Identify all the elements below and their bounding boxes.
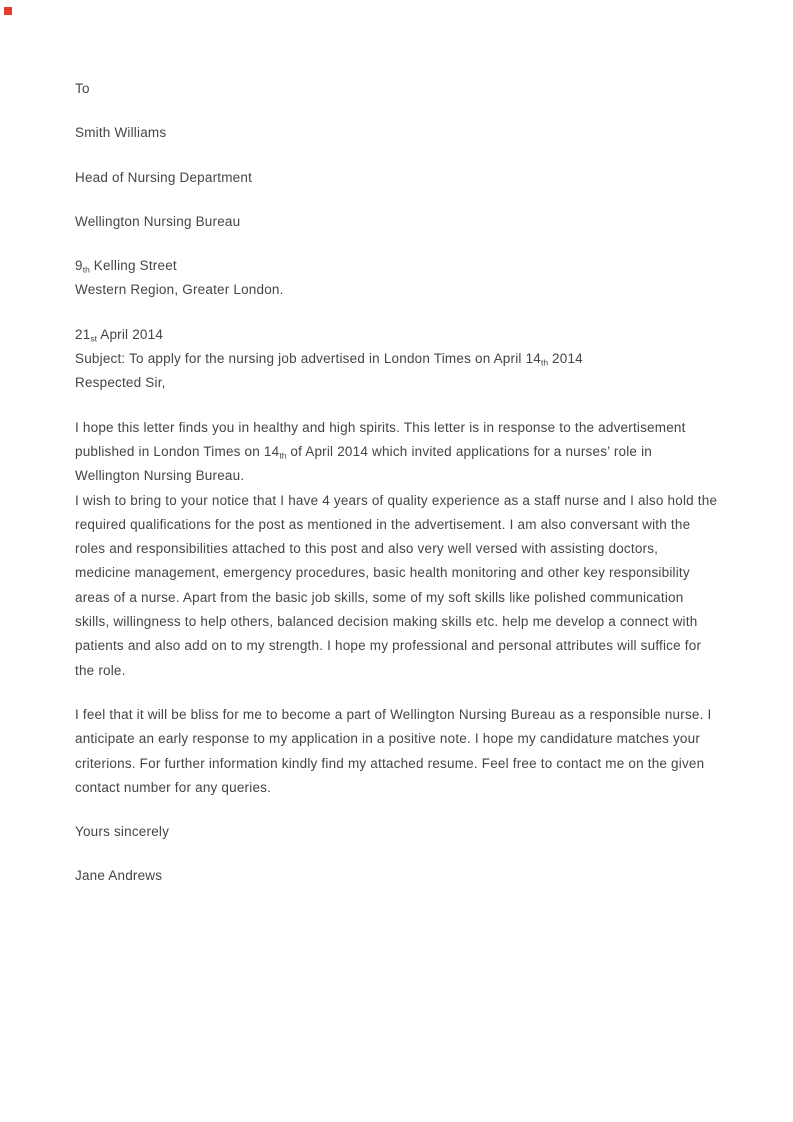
- address-region-line: Western Region, Greater London.: [75, 282, 284, 298]
- para2-line4: medicine management, emergency procedures, basic health monitoring and other key responsibility: [75, 565, 690, 581]
- body-paragraph-1: [75, 416, 733, 489]
- para2-line3: roles and responsibilities attached to this post and also very well versed with assisting doctors,: [75, 541, 659, 557]
- subject-line: [75, 347, 733, 371]
- para2-line2: required qualifications for the post as mentioned in the advertisement. I am also conversant with the: [75, 516, 691, 532]
- para2-line5: areas of a nurse. Apart from the basic job skills, some of my soft skills like polished communication: [75, 589, 684, 605]
- recipient-to-label: To: [75, 81, 90, 96]
- body-paragraph-3: [75, 703, 733, 800]
- date-rest: April 2014: [97, 326, 164, 342]
- subject-before: Subject: To apply for the nursing job advertised in London Times on April 14: [75, 351, 541, 367]
- date-line: [75, 323, 733, 347]
- recipient-organization: [75, 210, 733, 234]
- para2-line8: the role.: [75, 662, 126, 678]
- red-corner-mark: [4, 7, 12, 15]
- street-ordinal: th: [82, 264, 90, 275]
- recipient-organization-text: Wellington Nursing Bureau: [75, 213, 241, 229]
- closing-text: Yours sincerely: [75, 824, 170, 840]
- recipient-name-text: Smith Williams: [75, 125, 167, 141]
- signature-name: Jane Andrews: [75, 868, 163, 884]
- closing: [75, 820, 733, 844]
- para1-line2-after: of April 2014 which invited applications for a nurses’ role in: [286, 443, 652, 459]
- street-number: 9: [75, 258, 83, 274]
- date-day: 21: [75, 326, 91, 342]
- para1-line3: Wellington Nursing Bureau.: [75, 468, 245, 484]
- signature: [75, 864, 733, 888]
- body-paragraph-2: [75, 489, 733, 683]
- date-subject-greeting: [75, 323, 733, 396]
- recipient-name: [75, 121, 733, 145]
- para2-line6: skills, willingness to help others, balanced decision making skills etc. help me develop a connect with: [75, 614, 698, 630]
- recipient-to: [75, 77, 733, 101]
- para1-line2-before: published in London Times on 14: [75, 443, 280, 459]
- address-street-line: [75, 254, 733, 278]
- recipient-address: [75, 254, 733, 303]
- recipient-title-text: Head of Nursing Department: [75, 169, 253, 185]
- para2-line1: I wish to bring to your notice that I have 4 years of quality experience as a staff nurse and I also hold the: [75, 492, 718, 508]
- para2-line7: patients and also add on to my strength. I hope my professional and personal attributes will suffice for: [75, 638, 702, 654]
- subject-after: 2014: [548, 351, 583, 367]
- recipient-title: [75, 166, 733, 190]
- para3-line2: anticipate an early response to my application in a positive note. I hope my candidature matches your: [75, 731, 701, 747]
- date-ordinal: st: [90, 333, 98, 344]
- para3-line4: contact number for any queries.: [75, 779, 272, 795]
- subject-ordinal: th: [540, 357, 549, 368]
- para1-line2: [75, 440, 733, 464]
- greeting-line: Respected Sir,: [75, 375, 166, 391]
- para1-line2-ordinal: th: [279, 450, 287, 461]
- para3-line1: I feel that it will be bliss for me to become a part of Wellington Nursing Bureau as a responsible nurse. I: [75, 706, 712, 722]
- street-name: Kelling Street: [89, 258, 177, 274]
- para1-line1: I hope this letter finds you in healthy and high spirits. This letter is in response to the advertisement: [75, 419, 686, 435]
- para3-line3: criterions. For further information kindly find my attached resume. Feel free to contact me on the given: [75, 755, 705, 771]
